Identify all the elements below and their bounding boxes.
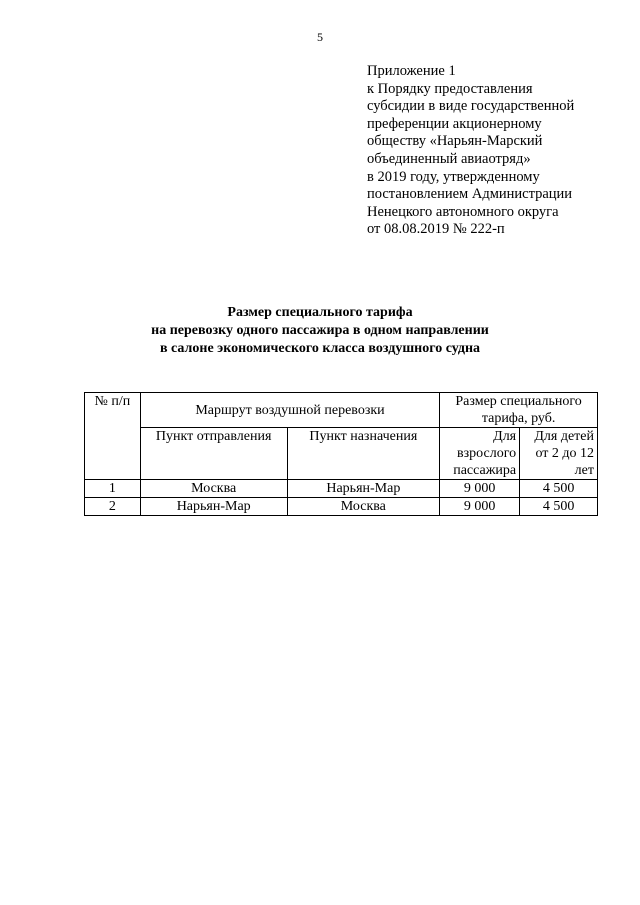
appendix-line: объединенный авиаотряд» xyxy=(367,150,531,167)
row-child: 4 500 xyxy=(520,480,598,498)
row-from: Нарьян-Мар xyxy=(140,498,287,516)
table-row xyxy=(85,498,598,516)
appendix-header xyxy=(367,63,627,239)
appendix-line: к Порядку предоставления xyxy=(367,80,533,97)
title-line: на перевозку одного пассажира в одном направлении xyxy=(151,323,489,338)
row-child: 4 500 xyxy=(520,498,598,516)
appendix-line: субсидии в виде государственной xyxy=(367,98,575,115)
title-line: в салоне экономического класса воздушного судна xyxy=(159,341,481,356)
document-title xyxy=(0,304,640,358)
appendix-line: Ненецкого автономного округа xyxy=(367,203,559,220)
appendix-line: постановлением Администрации xyxy=(367,186,573,203)
header-adult: Для взрослого пассажира xyxy=(440,428,520,480)
row-to: Москва xyxy=(287,498,440,516)
header-child: Для детей от 2 до 12 лет xyxy=(520,428,598,480)
title-line: Размер специального тарифа xyxy=(227,305,413,320)
table-row xyxy=(85,480,598,498)
appendix-line: Приложение 1 xyxy=(367,63,456,79)
header-departure: Пункт отправления xyxy=(140,428,287,480)
header-destination: Пункт назначения xyxy=(287,428,440,480)
row-num: 2 xyxy=(85,498,141,516)
row-from: Москва xyxy=(140,480,287,498)
row-num: 1 xyxy=(85,480,141,498)
header-tariff: Размер специального тарифа, руб. xyxy=(440,393,598,428)
tariff-table xyxy=(84,392,598,516)
appendix-line: от 08.08.2019 № 222-п xyxy=(367,221,505,238)
appendix-line: преференции акционерному xyxy=(367,115,542,132)
row-to: Нарьян-Мар xyxy=(287,480,440,498)
header-num: № п/п xyxy=(85,393,141,480)
appendix-line: обществу «Нарьян-Марский xyxy=(367,133,543,150)
appendix-line: в 2019 году, утвержденному xyxy=(367,168,540,185)
row-adult: 9 000 xyxy=(440,480,520,498)
header-route: Маршрут воздушной перевозки xyxy=(140,393,439,428)
row-adult: 9 000 xyxy=(440,498,520,516)
page-number: 5 xyxy=(317,30,323,44)
